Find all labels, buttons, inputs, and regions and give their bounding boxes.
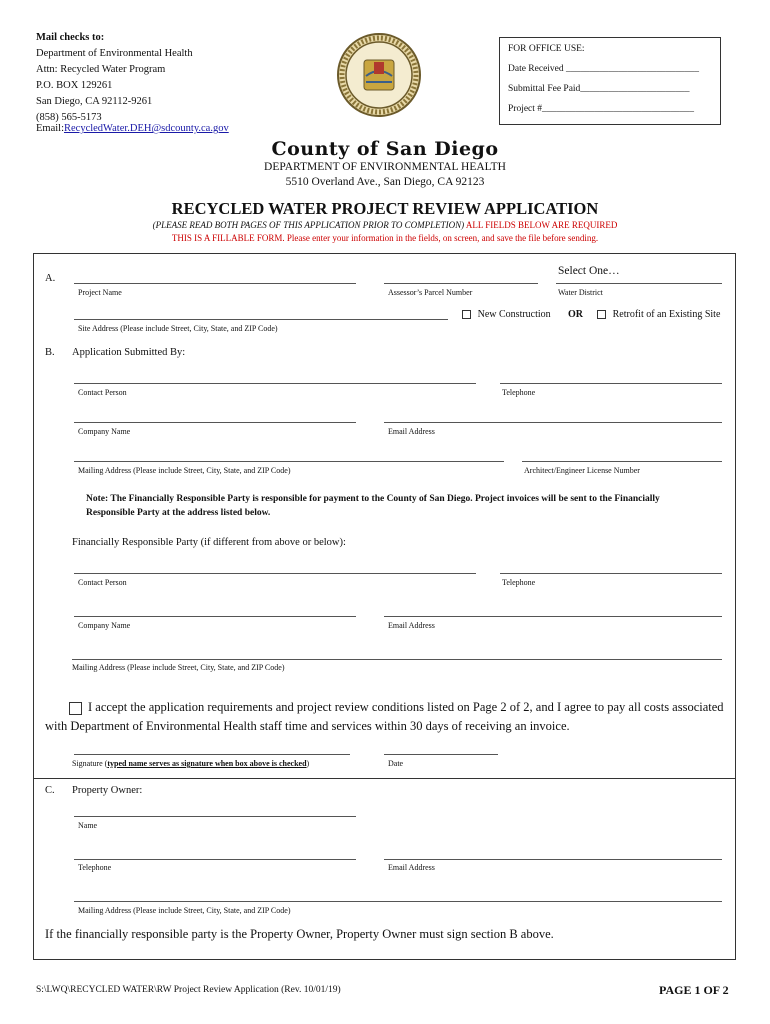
fee-paid-field: Submittal Fee Paid_______________________ — [508, 84, 690, 94]
required-notice: ALL FIELDS BELOW ARE REQUIRED — [464, 220, 618, 230]
frp-contact-input[interactable] — [74, 573, 476, 574]
owner-telephone-label: Telephone — [78, 863, 112, 872]
new-construction-label: New Construction — [477, 309, 551, 320]
new-construction-option — [462, 309, 551, 320]
project-number-field: Project #________________________________ — [508, 104, 695, 114]
signature-input[interactable] — [74, 754, 350, 755]
email-address-label: Email Address — [388, 427, 435, 436]
water-district-label: Water District — [558, 288, 603, 297]
parcel-number-input[interactable] — [384, 283, 538, 284]
frp-mailing-input[interactable] — [72, 659, 722, 660]
project-name-input[interactable] — [74, 283, 356, 284]
section-divider — [33, 778, 736, 779]
office-use-box — [499, 37, 721, 125]
instructions — [0, 220, 770, 230]
financial-note: Note: The Financially Responsible Party is responsible for payment to the County of San Diego. Project invoices will be sent to the Financially Responsible Party at the address listed below. — [86, 494, 660, 518]
signature-instruction: typed name serves as signature when box above is checked — [107, 759, 307, 768]
license-number-input[interactable] — [522, 461, 722, 462]
frp-email-label: Email Address — [388, 621, 435, 630]
project-name-label: Project Name — [78, 288, 122, 297]
owner-email-input[interactable] — [384, 859, 722, 860]
mail-line: San Diego, CA 92112-9261 — [36, 96, 153, 107]
frp-company-label: Company Name — [78, 621, 131, 630]
mail-checks-block — [36, 30, 193, 126]
mail-title: Mail checks to: — [36, 32, 105, 43]
section-c-heading: Property Owner: — [72, 785, 143, 796]
signature-prefix: Signature ( — [72, 759, 108, 768]
email-line — [36, 123, 229, 134]
email-label: Email: — [36, 123, 64, 134]
owner-mailing-input[interactable] — [74, 901, 722, 902]
contact-person-input[interactable] — [74, 383, 476, 384]
new-construction-checkbox[interactable] — [462, 310, 471, 319]
department-name: DEPARTMENT OF ENVIRONMENTAL HEALTH — [264, 161, 506, 173]
county-seal-icon — [336, 32, 422, 118]
company-name-label: Company Name — [78, 427, 131, 436]
property-owner-note: If the financially responsible party is the Property Owner, Property Owner must sign section B above. — [45, 927, 554, 941]
owner-name-input[interactable] — [74, 816, 356, 817]
owner-mailing-label: Mailing Address (Please include Street, City, State, and ZIP Code) — [78, 906, 291, 915]
retrofit-checkbox[interactable] — [597, 310, 606, 319]
parcel-number-label: Assessor’s Parcel Number — [388, 288, 473, 297]
frp-heading: Financially Responsible Party (if different from above or below): — [72, 537, 346, 548]
retrofit-option — [597, 309, 720, 320]
owner-name-label: Name — [78, 821, 98, 830]
section-c-letter: C. — [45, 785, 55, 796]
site-address-label: Site Address (Please include Street, City, State, and ZIP Code) — [78, 324, 278, 333]
telephone-label: Telephone — [502, 388, 536, 397]
fillable-notice: THIS IS A FILLABLE FORM. Please enter your information in the fields, on screen, and save the file before sending. — [171, 233, 599, 243]
acceptance-text: I accept the application requirements and project review conditions listed on Page 2 of 2, and I agree to pay all costs associated with Department of Environmental Health staff time and services within 30 days of receiving an invoice. — [45, 700, 724, 733]
company-name-input[interactable] — [74, 422, 356, 423]
license-number-label: Architect/Engineer License Number — [524, 466, 640, 475]
owner-telephone-input[interactable] — [74, 859, 356, 860]
signature-suffix: ) — [306, 759, 310, 768]
frp-mailing-label: Mailing Address (Please include Street, City, State, and ZIP Code) — [72, 663, 285, 672]
accept-checkbox[interactable] — [69, 702, 82, 715]
mailing-address-label: Mailing Address (Please include Street, City, State, and ZIP Code) — [78, 466, 291, 475]
mail-line: Department of Environmental Health — [36, 48, 193, 59]
telephone-input[interactable] — [500, 383, 722, 384]
section-b-letter: B. — [45, 347, 55, 358]
section-b-heading: Application Submitted By: — [72, 347, 186, 358]
instructions-italic: (PLEASE READ BOTH PAGES OF THIS APPLICATION PRIOR TO COMPLETION) — [152, 220, 465, 230]
mail-line: (858) 565-5173 — [36, 112, 102, 123]
county-name: County of San Diego — [271, 138, 499, 160]
signature-label — [72, 759, 309, 768]
mail-line: Attn: Recycled Water Program — [36, 64, 166, 75]
frp-telephone-label: Telephone — [502, 578, 536, 587]
department-address: 5510 Overland Ave., San Diego, CA 92123 — [285, 176, 485, 188]
page-number: PAGE 1 OF 2 — [659, 983, 729, 997]
form-box — [33, 253, 736, 960]
date-received-field: Date Received ____________________________ — [508, 64, 700, 74]
email-address-input[interactable] — [384, 422, 722, 423]
frp-contact-label: Contact Person — [78, 578, 127, 587]
mailing-address-input[interactable] — [74, 461, 504, 462]
owner-email-label: Email Address — [388, 863, 435, 872]
contact-person-label: Contact Person — [78, 388, 127, 397]
section-a-letter: A. — [45, 273, 56, 284]
date-input[interactable] — [384, 754, 498, 755]
or-label: OR — [568, 309, 583, 320]
office-title: FOR OFFICE USE: — [508, 44, 585, 54]
frp-telephone-input[interactable] — [500, 573, 722, 574]
form-title: RECYCLED WATER PROJECT REVIEW APPLICATION — [171, 199, 599, 218]
mail-line: P.O. BOX 129261 — [36, 80, 113, 91]
site-address-input[interactable] — [74, 319, 448, 320]
date-label: Date — [388, 759, 404, 768]
acceptance-statement — [45, 698, 735, 736]
frp-email-input[interactable] — [384, 616, 722, 617]
department-heading — [0, 160, 770, 190]
footer-path: S:\LWQ\RECYCLED WATER\RW Project Review Application (Rev. 10/01/19) — [36, 985, 341, 995]
email-link[interactable]: RecycledWater.DEH@sdcounty.ca.gov — [64, 123, 229, 134]
retrofit-label: Retrofit of an Existing Site — [612, 309, 721, 320]
water-district-select[interactable]: Select One… — [558, 265, 620, 277]
frp-company-input[interactable] — [74, 616, 356, 617]
water-district-line — [556, 283, 722, 284]
